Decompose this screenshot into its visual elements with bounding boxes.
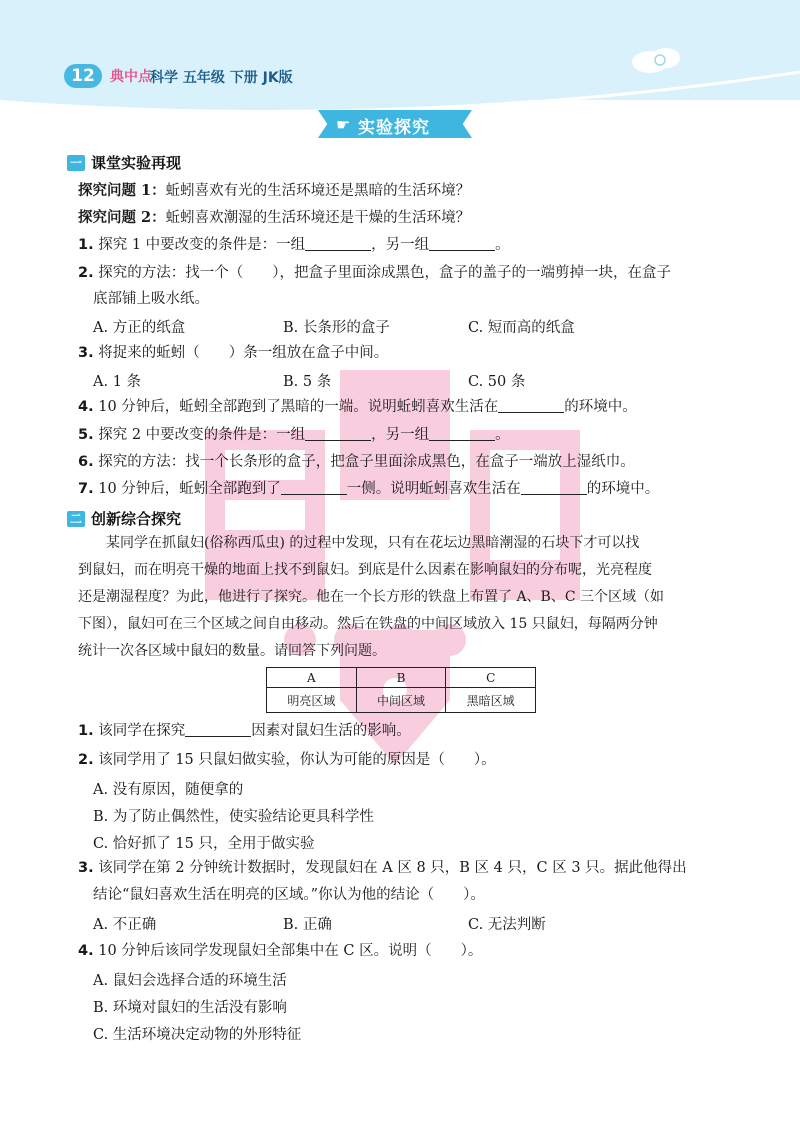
item-text: 10 分钟后，蚯蚓全部跑到了 — [98, 481, 281, 497]
question-2-text: 蚯蚓喜欢潮湿的生活环境还是干燥的生活环境？ — [165, 210, 471, 226]
item-text: 探究的方法：找一个长条形的盒子，把盒子里面涂成黑色，在盒子一端放上湿纸巾。 — [98, 454, 635, 470]
item-text: 一侧。说明蚯蚓喜欢生活在 — [346, 481, 521, 497]
item-text: ，另一组 — [371, 237, 430, 253]
answer-blank[interactable] — [498, 398, 564, 413]
book-title: 科学 五年级 下册 JK版 — [150, 70, 293, 86]
passage-line: 下图），鼠妇可在三个区域之间自由移动。然后在铁盘的中间区域放入 15 只鼠妇，每隔两分钟 — [78, 616, 658, 632]
item-text: ，另一组 — [371, 427, 430, 443]
item-text: 该同学在探究 — [98, 723, 186, 739]
section-banner — [318, 110, 472, 138]
item-text: 将捉来的蚯蚓（ ）条一组放在盒子中间。 — [98, 345, 389, 361]
option-b[interactable]: B. 为了防止偶然性，使实验结论更具科学性 — [93, 809, 374, 825]
section2-title — [67, 508, 181, 529]
question-1 — [78, 181, 470, 201]
question-2 — [78, 208, 470, 228]
s2-question-1 — [78, 721, 411, 741]
passage-line: 到鼠妇，而在明亮干燥的地面上找不到鼠妇。到底是什么因素在影响鼠妇的分布呢，光亮程度 — [78, 562, 652, 578]
item-text: 底部铺上吸水纸。 — [93, 291, 209, 307]
region-letter-a: A — [267, 668, 357, 688]
region-letter-b: B — [356, 668, 446, 688]
passage-line: 某同学在抓鼠妇(俗称西瓜虫) 的过程中发现，只有在花坛边黑暗潮湿的石块下才可以找 — [78, 535, 640, 551]
item-number: 5. — [78, 427, 94, 443]
option-c[interactable]: C. 生活环境决定动物的外形特征 — [93, 1027, 302, 1043]
item-number: 6. — [78, 454, 94, 470]
option-c[interactable]: C. 50 条 — [468, 374, 526, 390]
option-a[interactable]: A. 1 条 — [93, 374, 142, 390]
region-letter-c: C — [446, 668, 536, 688]
brand-logo: 典中点 — [110, 69, 152, 85]
item-text: 该同学在第 2 分钟统计数据时，发现鼠妇在 A 区 8 只，B 区 4 只，C 区 3 只。据此他得出 — [98, 860, 687, 876]
item-text: 探究 2 中要改变的条件是：一组 — [98, 427, 306, 443]
section2-badge: 二 — [67, 511, 85, 527]
answer-blank[interactable] — [305, 426, 371, 441]
item-2 — [78, 263, 671, 283]
answer-blank[interactable] — [521, 480, 587, 495]
item-text: 10 分钟后该同学发现鼠妇全部集中在 C 区。说明（ ）。 — [98, 943, 483, 959]
item-3 — [78, 343, 388, 363]
item-1 — [78, 235, 510, 255]
item-text: 的环境中。 — [586, 481, 660, 497]
option-c[interactable]: C. 无法判断 — [468, 917, 546, 933]
option-c[interactable]: C. 短而高的纸盒 — [468, 320, 575, 336]
s2-question-4 — [78, 941, 482, 961]
item-text: 。 — [495, 427, 510, 443]
option-b[interactable]: B. 长条形的盒子 — [283, 320, 390, 336]
item-text: 结论“鼠妇喜欢生活在明亮的区域。”你认为他的结论（ ）。 — [93, 887, 485, 903]
region-table — [266, 667, 536, 713]
page-number: 12 — [64, 64, 102, 88]
item-text: 因素对鼠妇生活的影响。 — [251, 723, 411, 739]
answer-blank[interactable] — [185, 722, 251, 737]
question-1-text: 蚯蚓喜欢有光的生活环境还是黑暗的生活环境？ — [165, 183, 471, 199]
item-4 — [78, 397, 637, 417]
answer-blank[interactable] — [429, 426, 495, 441]
option-a[interactable]: A. 不正确 — [93, 917, 157, 933]
item-text: 探究的方法：找一个（ ），把盒子里面涂成黑色，盒子的盖子的一端剪掉一块，在盒子 — [98, 265, 671, 281]
passage — [78, 530, 748, 665]
region-name-bright: 明亮区域 — [267, 688, 357, 713]
item-text: 。 — [495, 237, 510, 253]
s2-question-2 — [78, 750, 496, 770]
section1-title — [67, 152, 181, 173]
pointing-hand-icon: ☛ — [336, 115, 351, 134]
item-5 — [78, 425, 510, 445]
region-name-middle: 中间区域 — [356, 688, 446, 713]
item-number: 2. — [78, 265, 94, 281]
item-text: 10 分钟后，蚯蚓全部跑到了黑暗的一端。说明蚯蚓喜欢生活在 — [98, 399, 499, 415]
s2-question-3 — [78, 858, 687, 878]
item-number: 2. — [78, 752, 94, 768]
answer-blank[interactable] — [281, 480, 347, 495]
item-2-cont — [93, 289, 209, 309]
passage-line: 还是潮湿程度？为此，他进行了探究。他在一个长方形的铁盘上布置了 A、B、C 三个区域（如 — [78, 589, 665, 605]
section1-title-text: 课堂实验再现 — [91, 154, 182, 172]
item-number: 4. — [78, 943, 94, 959]
option-b[interactable]: B. 正确 — [283, 917, 332, 933]
item-number: 7. — [78, 481, 94, 497]
item-number: 4. — [78, 399, 94, 415]
option-b[interactable]: B. 5 条 — [283, 374, 332, 390]
item-number: 3. — [78, 345, 94, 361]
option-c[interactable]: C. 恰好抓了 15 只，全用于做实验 — [93, 836, 315, 852]
answer-blank[interactable] — [429, 236, 495, 251]
passage-line: 统计一次各区域中鼠妇的数量。请回答下列问题。 — [78, 643, 386, 659]
item-text: 的环境中。 — [564, 399, 637, 415]
banner-title: 实验探究 — [358, 118, 430, 138]
answer-blank[interactable] — [305, 236, 371, 251]
section1-badge: 一 — [67, 155, 85, 171]
item-7 — [78, 479, 659, 499]
question-2-label: 探究问题 2： — [78, 209, 166, 226]
item-6 — [78, 452, 635, 472]
option-a[interactable]: A. 方正的纸盒 — [93, 320, 186, 336]
item-number: 1. — [78, 723, 94, 739]
question-1-label: 探究问题 1： — [78, 182, 166, 199]
option-b[interactable]: B. 环境对鼠妇的生活没有影响 — [93, 1000, 287, 1016]
region-name-dark: 黑暗区域 — [446, 688, 536, 713]
section2-title-text: 创新综合探究 — [91, 510, 182, 528]
item-number: 3. — [78, 860, 94, 876]
option-a[interactable]: A. 没有原因，随便拿的 — [93, 782, 244, 798]
cloud-icon — [620, 40, 700, 80]
item-number: 1. — [78, 237, 94, 253]
s2-question-3-cont — [93, 885, 485, 905]
option-a[interactable]: A. 鼠妇会选择合适的环境生活 — [93, 973, 287, 989]
item-text: 该同学用了 15 只鼠妇做实验，你认为可能的原因是（ ）。 — [98, 752, 496, 768]
item-text: 探究 1 中要改变的条件是：一组 — [98, 237, 306, 253]
